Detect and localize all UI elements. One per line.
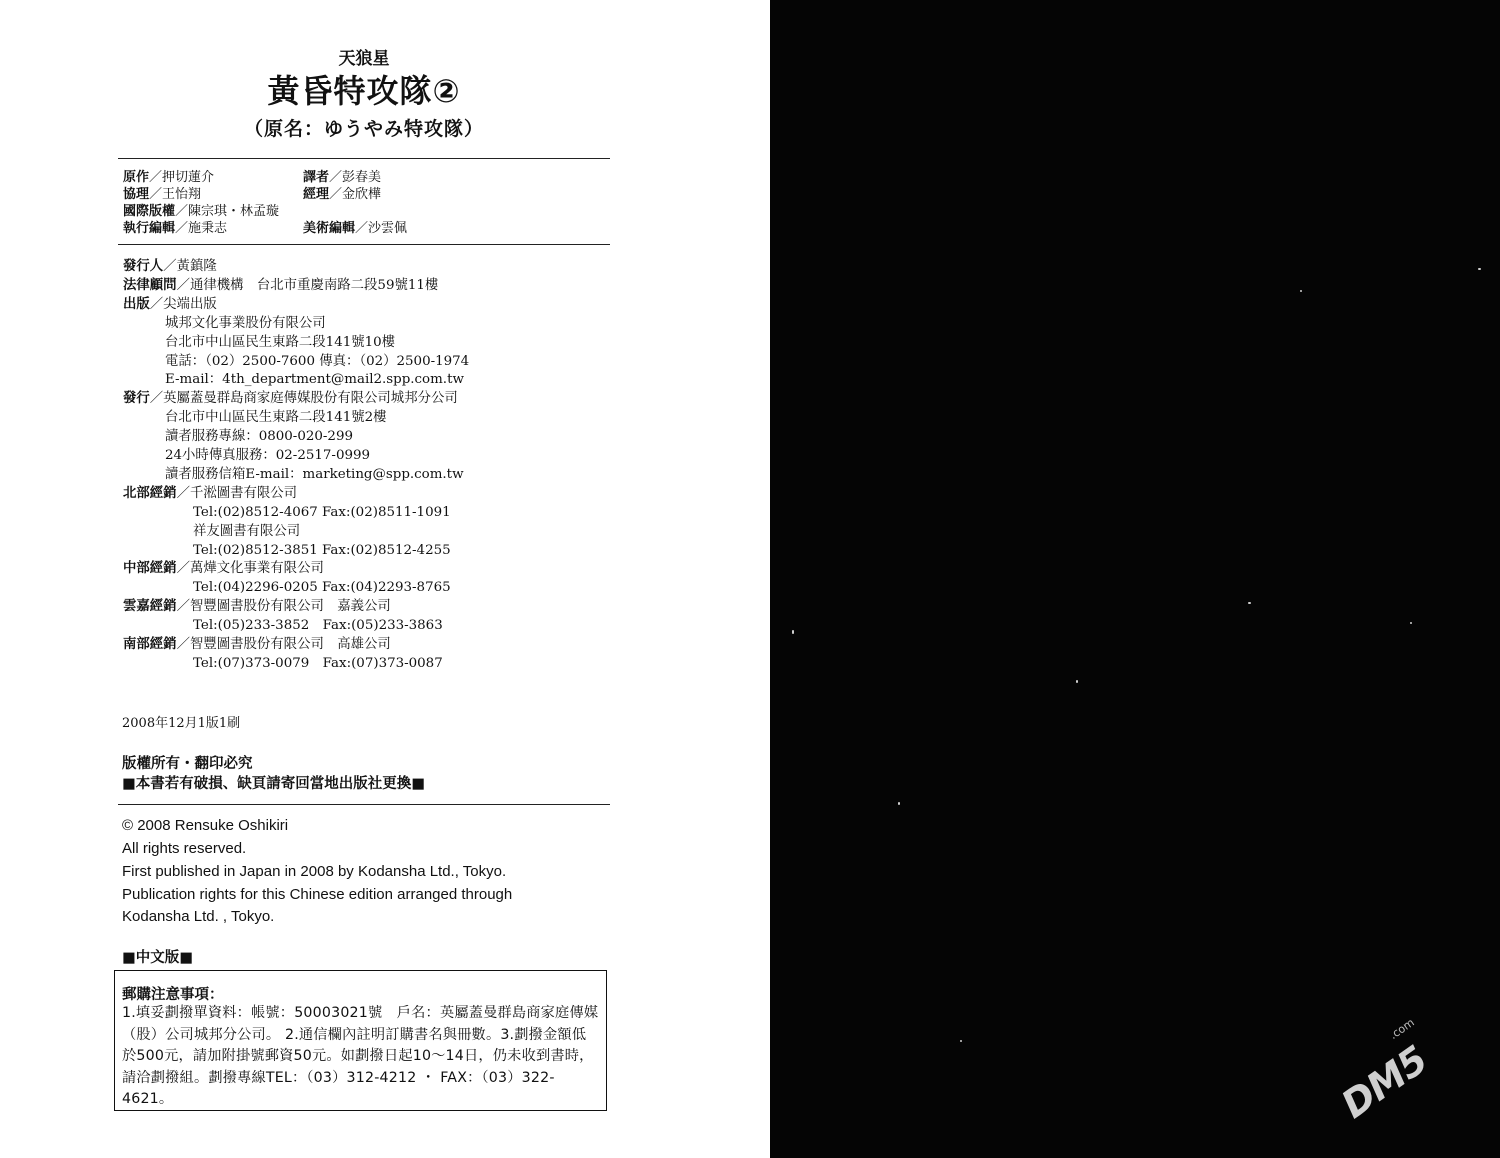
publisher-line [193,503,451,522]
publisher-line [123,559,324,578]
publisher-value: ／智豐圖書股份有限公司 嘉義公司 [176,599,391,615]
publisher-line [123,597,391,616]
publisher-label: 南部經銷 [123,637,177,652]
copyright-line: First published in Japan in 2008 by Kodansha Ltd., Tokyo. [122,863,507,880]
publisher-line [193,616,443,635]
credit-author: 原作／押切蓮介 [123,170,215,185]
print-date: 2008年12月1版1刷 [122,716,241,731]
publisher-line [165,314,326,333]
publisher-label: 北部經銷 [123,485,177,501]
speck [1076,680,1078,683]
divider-credits [118,244,610,245]
speck [792,630,794,634]
publisher-line [123,635,391,654]
speck [1410,622,1412,624]
publisher-line [193,654,443,673]
publisher-line [123,276,438,295]
publisher-value: Tel:(02)8512-3851 Fax:(02)8512-4255 [193,542,451,558]
publisher-label: 發行人 [123,259,164,274]
publisher-value: 讀者服務信箱E-mail：marketing@spp.com.tw [165,466,464,482]
publisher-line [123,257,217,276]
publisher-label: 出版 [123,296,150,312]
publisher-line [123,295,217,314]
publisher-value: Tel:(02)8512-4067 Fax:(02)8511-1091 [193,504,451,520]
damage-notice: ■本書若有破損、缺頁請寄回當地出版社更換■ [122,776,425,792]
publisher-value: ／通律機構 台北市重慶南路二段59號11樓 [176,277,439,293]
credit-manager: 經理／金欣樺 [303,187,382,202]
publisher-value: 城邦文化事業股份有限公司 [165,315,326,331]
publisher-value: 電話：（02）2500-7600 傳真：（02）2500-1974 [165,353,470,369]
notice-title: 郵購注意事項： [122,987,224,1003]
copyright-line: Kodansha Ltd. , Tokyo. [122,908,275,925]
speck [1300,290,1302,292]
speck [898,802,900,805]
publisher-value: 台北市中山區民生東路二段141號2樓 [165,410,387,426]
copyright-line: Publication rights for this Chinese edition arranged through [122,886,513,903]
original-title: （原名：ゆうやみ特攻隊） [243,118,484,140]
publisher-line [165,446,370,465]
publisher-line [123,389,458,408]
publisher-value: ／千淞圖書有限公司 [176,485,298,501]
credit-executive-editor: 執行編輯／施秉志 [123,221,228,236]
copyright-line: All rights reserved. [122,840,247,857]
publisher-value: Tel:(07)373-0079 Fax:(07)373-0087 [193,655,443,671]
publisher-value: ／黃鎮隆 [163,259,217,274]
book-title: 黃昏特攻隊② [267,72,461,110]
publisher-value: ／尖端出版 [149,296,217,312]
publisher-value: 祥友圖書有限公司 [193,523,301,539]
publisher-value: E-mail：4th_department@mail2.spp.com.tw [165,372,464,388]
speck [1478,268,1481,270]
publisher-line [165,427,353,446]
rights-notice: 版權所有・翻印必究 [122,756,253,772]
publisher-value: Tel:(04)2296-0205 Fax:(04)2293-8765 [193,580,451,596]
publisher-label: 雲嘉經銷 [123,599,177,615]
publisher-value: 讀者服務專線：0800-020-299 [165,429,353,445]
publisher-label: 中部經銷 [123,561,177,577]
publisher-line [165,352,469,371]
publisher-line [165,408,387,427]
publisher-line [193,578,451,597]
publisher-line [123,484,297,503]
credit-international-rights: 國際版權／陳宗琪・林孟璇 [123,204,280,219]
speck [960,1040,962,1042]
black-page [770,0,1500,1158]
publisher-label: 發行 [123,391,150,407]
watermark-domain: .com [1387,1015,1417,1043]
publisher-line [165,333,395,352]
speck [1248,602,1251,604]
publisher-line [165,370,464,389]
publisher-line [165,465,464,484]
publisher-value: ／英屬蓋曼群島商家庭傳媒股份有限公司城邦分公司 [149,391,458,407]
publisher-line [193,541,451,560]
publisher-value: Tel:(05)233-3852 Fax:(05)233-3863 [193,618,443,634]
credit-translator: 譯者／彭春美 [303,170,382,185]
notice-body: 1.填妥劃撥單資料：帳號：50003021號 戶名：英屬蓋曼群島商家庭傳媒（股）公司城邦分公司。 2.通信欄內註明訂購書名與冊數。3.劃撥金額低於500元，請加附掛號郵資50元。如劃撥日起10～14日，仍未收到書時，請洽劃撥組。劃撥專線TEL：（03）312-4212 ・ FAX：（03）322-4621。 [122,1005,599,1107]
publisher-value: 台北市中山區民生東路二段141號10樓 [165,334,396,350]
chinese-edition-label: ■中文版■ [122,950,193,966]
mail-order-notice [114,970,607,1111]
watermark-text: DM5 [1333,1037,1435,1127]
credit-art-editor: 美術編輯／沙雲佩 [303,221,408,236]
divider-top [118,158,610,159]
publisher-value: ／萬燁文化事業有限公司 [176,561,324,577]
copyright-line: © 2008 Rensuke Oshikiri [122,817,289,834]
divider-copyright [118,804,610,805]
publisher-line [193,522,300,541]
credit-assistant-manager: 協理／王怡翔 [123,187,202,202]
publisher-label: 法律顧問 [123,277,177,293]
series-title: 天狼星 [338,49,390,69]
publisher-value: ／智豐圖書股份有限公司 高雄公司 [176,637,391,652]
publisher-value: 24小時傳真服務：02-2517-0999 [165,448,371,463]
